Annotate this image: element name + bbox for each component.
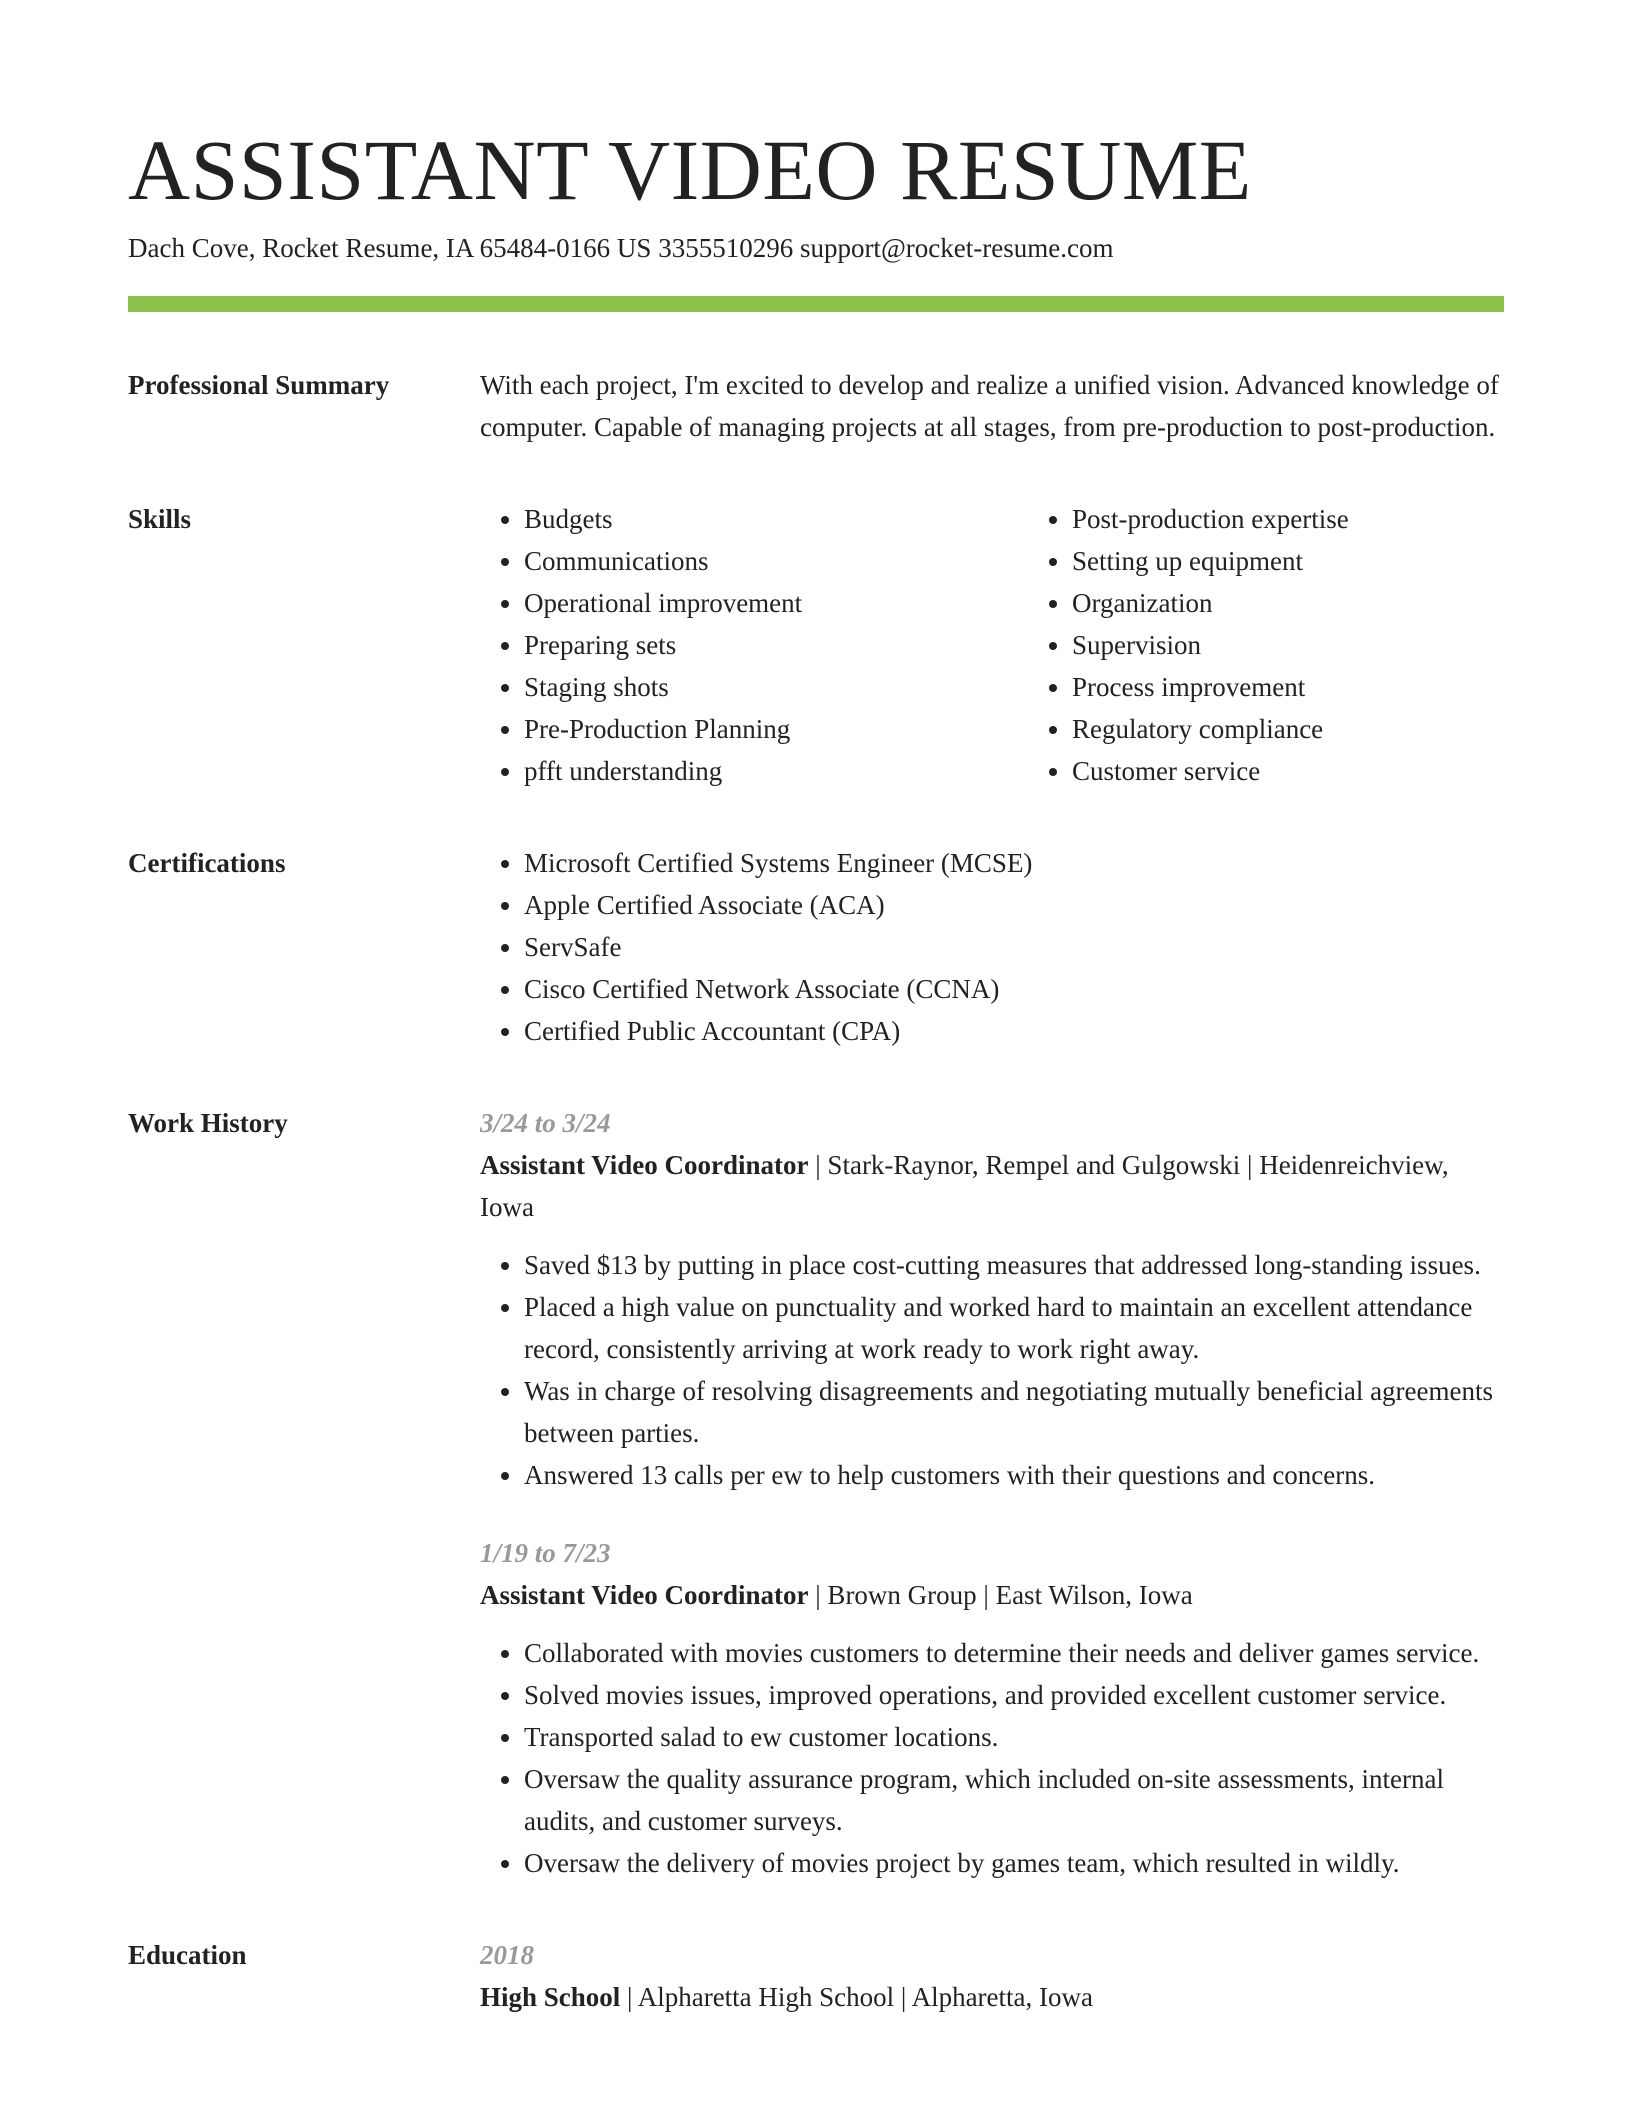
job-role: Assistant Video Coordinator <box>480 1150 809 1180</box>
job-bullets <box>480 1244 1504 1496</box>
education-heading: Education <box>128 1940 247 1970</box>
job-header <box>480 1574 1504 1616</box>
job-bullet: • Oversaw the delivery of movies project by games team, which resulted in wildly. <box>524 1842 1504 1884</box>
education-degree: High School <box>480 1982 621 2012</box>
job-entry <box>480 1102 1504 1496</box>
skill-item: • Preparing sets <box>524 624 1028 666</box>
work-history-body <box>480 1102 1504 1884</box>
skills-column-right <box>1028 498 1349 792</box>
job-bullet: • Collaborated with movies customers to determine their needs and deliver games service. <box>524 1632 1504 1674</box>
education-details: | Alpharetta High School | Alpharetta, Iowa <box>620 1982 1093 2012</box>
skill-item: • Customer service <box>1072 750 1349 792</box>
contact-address: Dach Cove, Rocket Resume, IA 65484-0166 US <box>128 233 652 263</box>
certifications-list <box>480 842 1504 1052</box>
certification-item: • Apple Certified Associate (ACA) <box>524 884 1504 926</box>
job-bullet: • Transported salad to ew customer locations. <box>524 1716 1504 1758</box>
job-bullets <box>480 1632 1504 1884</box>
certification-item: • Certified Public Accountant (CPA) <box>524 1010 1504 1052</box>
skill-item: • Budgets <box>524 498 1028 540</box>
job-dates: 3/24 to 3/24 <box>480 1108 611 1138</box>
resume-page <box>128 120 1504 2018</box>
accent-divider <box>128 296 1504 312</box>
certification-item: • Microsoft Certified Systems Engineer (MCSE) <box>524 842 1504 884</box>
job-details: | Stark-Raynor, Rempel and Gulgowski | Heidenreichview, Iowa <box>480 1150 1449 1222</box>
skills-section <box>128 498 1504 792</box>
skill-item: • Process improvement <box>1072 666 1349 708</box>
job-bullet: • Was in charge of resolving disagreements and negotiating mutually beneficial agreements between parties. <box>524 1370 1504 1454</box>
skill-item: • Organization <box>1072 582 1349 624</box>
job-role: Assistant Video Coordinator <box>480 1580 809 1610</box>
skill-item: • Supervision <box>1072 624 1349 666</box>
skills-heading: Skills <box>128 504 192 534</box>
work-history-section <box>128 1102 1504 1884</box>
skills-list <box>480 498 1504 792</box>
summary-text: With each project, I'm excited to develop and realize a unified vision. Advanced knowledge of computer. Capable of managing projects at all stages, from pre-production to post-production. <box>480 370 1499 442</box>
contact-line <box>128 230 1504 266</box>
summary-heading: Professional Summary <box>128 370 390 400</box>
certification-item: • Cisco Certified Network Associate (CCNA) <box>524 968 1504 1010</box>
work-history-heading: Work History <box>128 1108 288 1138</box>
job-bullet: • Placed a high value on punctuality and worked hard to maintain an excellent attendance record, consistently arriving at work ready to work right away. <box>524 1286 1504 1370</box>
skill-item: • Post-production expertise <box>1072 498 1349 540</box>
skill-item: • Setting up equipment <box>1072 540 1349 582</box>
education-dates: 2018 <box>480 1940 534 1970</box>
skills-column-left <box>480 498 1028 792</box>
education-section <box>128 1934 1504 2018</box>
summary-section <box>128 364 1504 448</box>
certification-item: • ServSafe <box>524 926 1504 968</box>
skill-item: • Pre-Production Planning <box>524 708 1028 750</box>
resume-title: ASSISTANT VIDEO RESUME <box>128 122 1252 218</box>
job-bullet: • Answered 13 calls per ew to help customers with their questions and concerns. <box>524 1454 1504 1496</box>
skill-item: • Communications <box>524 540 1028 582</box>
contact-email[interactable]: support@rocket-resume.com <box>799 233 1114 263</box>
job-bullet: • Saved $13 by putting in place cost-cutting measures that addressed long-standing issues. <box>524 1244 1504 1286</box>
certifications-heading: Certifications <box>128 848 286 878</box>
job-dates: 1/19 to 7/23 <box>480 1538 611 1568</box>
job-details: | Brown Group | East Wilson, Iowa <box>808 1580 1193 1610</box>
job-bullet: • Solved movies issues, improved operations, and provided excellent customer service. <box>524 1674 1504 1716</box>
job-header <box>480 1144 1504 1228</box>
contact-phone: 3355510296 <box>658 233 794 263</box>
certifications-section <box>128 842 1504 1052</box>
education-header <box>480 1976 1504 2018</box>
skill-item: • pfft understanding <box>524 750 1028 792</box>
skill-item: • Operational improvement <box>524 582 1028 624</box>
job-bullet: • Oversaw the quality assurance program, which included on-site assessments, internal audits, and customer surveys. <box>524 1758 1504 1842</box>
job-entry <box>480 1532 1504 1884</box>
skill-item: • Regulatory compliance <box>1072 708 1349 750</box>
education-body <box>480 1934 1504 2018</box>
skill-item: • Staging shots <box>524 666 1028 708</box>
